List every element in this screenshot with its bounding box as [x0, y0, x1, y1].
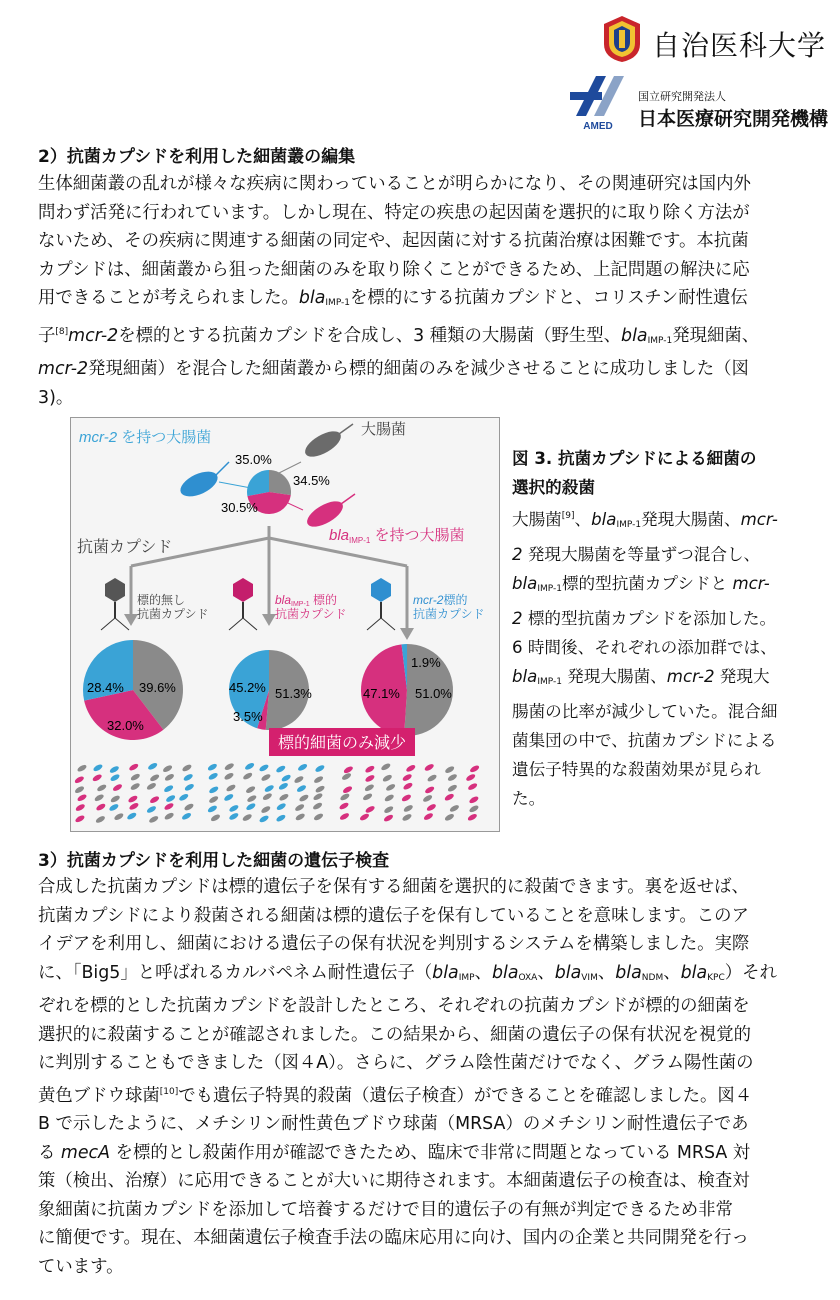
bacterium-icon: [262, 792, 273, 801]
bacterium-icon: [281, 773, 292, 782]
body-line: 3)。: [38, 387, 74, 408]
caption-line: 2 標的型抗菌カプシドを添加した。: [512, 609, 777, 628]
bacterium-icon: [424, 763, 435, 772]
pie1-pct-bla: 32.0%: [107, 718, 144, 733]
bacterium-icon: [74, 785, 85, 794]
figure-3: [70, 417, 500, 832]
bacterium-icon: [365, 805, 376, 814]
bacterium-icon: [163, 802, 174, 811]
bacterium-icon: [245, 785, 256, 794]
reference-8: [8]: [55, 326, 69, 337]
bacterium-icon: [113, 812, 124, 821]
pie2-pct-ecoli: 51.3%: [275, 686, 312, 701]
bacterium-icon: [293, 775, 304, 784]
body-line: 合成した抗菌カプシドは標的遺伝子を保有する細菌を選択的に殺菌できます。裏を返せば、: [38, 877, 749, 897]
bacterium-icon: [313, 775, 324, 784]
caption-line: 6 時間後、それぞれの添加群では、: [512, 638, 777, 657]
body-line: に、「Big5」と呼ばれるカルバペネム耐性遺伝子（bla$_{IMP}$、bla$_{OXA}$、bla$_{VIM}$、bla$_{NDM}$、bla$_{KPC}$）それ: [38, 962, 777, 983]
capsid2-label-line1: blaIMP-1 標的: [275, 593, 338, 608]
bacterium-icon: [380, 762, 391, 771]
bacterium-icon: [338, 801, 349, 810]
bacterium-icon: [258, 763, 269, 772]
bacterium-icon: [208, 785, 219, 794]
bacterium-icon: [146, 805, 157, 814]
bacterium-icon: [401, 793, 412, 802]
body-line: に簡便です。現在、本細菌遺伝子検査手法の臨床応用に向け、国内の企業と共同開発を行っ: [38, 1228, 749, 1248]
bacterium-icon: [128, 802, 139, 811]
bacterium-icon: [444, 813, 455, 822]
bacterium-icon: [96, 783, 107, 792]
bacterium-icon: [92, 773, 103, 782]
bacterium-icon: [108, 803, 119, 812]
bacterium-icon: [401, 813, 412, 822]
bacterium-icon: [260, 773, 271, 782]
bacterium-icon: [181, 763, 192, 772]
bacterium-icon: [228, 804, 239, 813]
capsid-gray-icon: [101, 578, 129, 630]
bacterium-icon: [426, 773, 437, 782]
bacterium-icon: [181, 812, 192, 821]
bacterium-icon: [146, 782, 157, 791]
bacterium-icon: [312, 801, 323, 810]
capsid-blue-icon: [367, 578, 395, 630]
bacterium-icon: [224, 762, 235, 771]
bacterium-icon: [165, 794, 176, 803]
bacterium-icon: [148, 815, 159, 824]
bacterium-icon: [276, 802, 287, 811]
bacterium-icon: [244, 762, 255, 771]
bacterium-icon: [405, 764, 416, 773]
amed-subtitle: 国立研究開発法人: [638, 90, 726, 103]
body-line: カプシドは、細菌叢から狙った細菌のみを取り除くことができるため、上記問題の解決に応: [38, 259, 750, 280]
bacterium-icon: [444, 765, 455, 774]
bacterium-icon: [225, 783, 236, 792]
bacterium-icon: [444, 793, 455, 802]
bacterium-icon: [74, 814, 85, 823]
bacterium-icon: [383, 813, 394, 822]
caption-title: 図 3. 抗菌カプシドによる細菌の: [512, 449, 757, 468]
bacterium-icon: [384, 793, 395, 802]
body-line: B で示したように、メチシリン耐性黄色ブドウ球菌（MRSA）のメチシリン耐性遺伝子であ: [38, 1114, 749, 1134]
capsid-pink-icon: [229, 578, 257, 630]
label-ecoli: 大腸菌: [361, 421, 407, 438]
label-bla-bacteria: bla$_{IMP-1}$ を持つ大腸菌: [329, 527, 465, 545]
bacterium-icon: [449, 804, 460, 813]
bacterium-icon: [426, 803, 437, 812]
bacterium-icon: [178, 793, 189, 802]
bacterium-icon: [341, 772, 352, 781]
bacterium-icon: [278, 782, 289, 791]
body-line: 選択的に殺菌することが確認されました。この結果から、細菌の遺伝子の保有状況を視覚的: [38, 1024, 752, 1045]
amed-logo: [566, 72, 832, 132]
capsid1-label-line2: 抗菌カプシド: [137, 607, 209, 621]
pie2-pct-bla: 3.5%: [233, 709, 263, 724]
bacterium-icon: [94, 793, 105, 802]
bacterium-icon: [295, 812, 306, 821]
amed-mark-icon: [566, 72, 630, 132]
body-line: 子[8]mcr-2を標的とする抗菌カプシドを合成し、3 種類の大腸菌（野生型、bla$_{IMP-1}$発現細菌、: [38, 325, 760, 346]
bacterium-icon: [294, 803, 305, 812]
bacterium-icon: [149, 795, 160, 804]
body-line: る mecA を標的とし殺菌作用が確認できたため、臨床で非常に問題となっている MRSA 対: [38, 1142, 751, 1163]
section3-body: [38, 873, 801, 1281]
bacterium-icon: [468, 795, 479, 804]
body-line: mcr-2発現細菌）を混合した細菌叢から標的細菌のみを減少させることに成功しました（図: [38, 359, 749, 379]
bacterium-icon: [208, 772, 219, 781]
bacterium-icon: [313, 812, 324, 821]
bacterium-icon: [76, 793, 87, 802]
bacterium-icon: [364, 783, 375, 792]
bacterium-icon: [424, 785, 435, 794]
body-line: 生体細菌叢の乱れが様々な疾病に関わっていることが明らかになり、その関連研究は国内外: [38, 174, 751, 194]
bacterium-icon: [296, 784, 307, 793]
bacterium-icon: [130, 772, 141, 781]
bacterium-icon: [278, 793, 289, 802]
bacterium-icon: [223, 772, 234, 781]
label-capsid: 抗菌カプシド: [77, 539, 173, 556]
bacterium-icon: [297, 763, 308, 772]
pie3-pct-bla: 47.1%: [363, 686, 400, 701]
body-line: 黄色ブドウ球菌[10]でも遺伝子特異的殺菌（遺伝子検査）ができることを確認しました。図４: [38, 1085, 753, 1106]
bacterium-icon: [342, 785, 353, 794]
bacterium-icon: [242, 813, 253, 822]
bacterium-icon: [402, 773, 413, 782]
bacterium-icon: [95, 815, 106, 824]
body-line: ないため、その疾病に関連する細菌の同定や、起因菌に対する抗菌治療は困難です。本抗菌: [38, 231, 749, 251]
arrow-head-icon: [400, 628, 414, 640]
bacterium-icon: [128, 762, 139, 771]
body-line: イデアを利用し、細菌における遺伝子の保有状況を判別するシステムを構築しました。実際: [38, 934, 750, 954]
bacterium-icon: [223, 793, 234, 802]
bacterium-icon: [228, 812, 239, 821]
bacterium-icon: [149, 773, 160, 782]
bacterium-icon: [447, 783, 458, 792]
bacterium-icon: [465, 773, 476, 782]
section2-heading: 2）抗菌カプシドを利用した細菌叢の編集: [38, 147, 356, 167]
caption-line: た。: [512, 789, 546, 808]
pie1-pct-ecoli: 39.6%: [139, 680, 176, 695]
bacterium-icon: [339, 812, 350, 821]
section2-body: [38, 170, 801, 412]
bacterium-icon: [163, 784, 174, 793]
pie0-pct-bla: 30.5%: [221, 500, 258, 515]
bacterium-icon: [364, 774, 375, 783]
bacterium-icon: [364, 765, 375, 774]
bacterium-icon: [110, 794, 121, 803]
bacterium-icon: [242, 771, 253, 780]
body-line: に判別することもできました（図４A）。さらに、グラム陰性菌だけでなく、グラム陽性菌の: [38, 1053, 754, 1073]
pie3-pct-mcr2: 1.9%: [411, 655, 441, 670]
body-line: 用できることが考えられました。bla$_{IMP-1}$を標的にする抗菌カプシドと、コリスチン耐性遺伝: [38, 288, 748, 308]
bacterium-icon: [339, 792, 350, 801]
capsid1-label-line1: 標的無し: [137, 593, 186, 607]
bacteria-field: [74, 762, 480, 825]
bacterium-icon: [467, 782, 478, 791]
bacterium-icon: [468, 804, 479, 813]
reference-9: [9]: [561, 511, 575, 521]
body-line: 策（検出、治療）に応用できることが大いに期待されます。本細菌遺伝子の検査は、検査対: [38, 1171, 750, 1191]
arrow-head-icon: [124, 614, 138, 626]
bacterium-icon: [74, 775, 85, 784]
bacterium-icon: [95, 802, 106, 811]
bacterium-icon: [126, 811, 137, 820]
bacterium-icon: [258, 814, 269, 823]
amed-mark-text: AMED: [583, 121, 613, 132]
bacterium-icon: [75, 803, 86, 812]
label-mcr2-bacteria: mcr-2 を持つ大腸菌: [79, 429, 212, 446]
bacterium-icon: [298, 793, 309, 802]
bacterium-icon: [343, 765, 354, 774]
bacterium-icon: [184, 783, 195, 792]
bacterium-icon: [423, 812, 434, 821]
bacterium-icon: [362, 792, 373, 801]
university-seal-icon: [600, 14, 644, 64]
bacterium-icon: [164, 812, 175, 821]
bacterium-icon: [275, 764, 286, 773]
banner-text: 標的細菌のみ減少: [277, 735, 407, 752]
capsid2-label-line2: 抗菌カプシド: [275, 607, 347, 621]
bacterium-icon: [207, 804, 218, 813]
section3-heading: 3）抗菌カプシドを利用した細菌の遺伝子検査: [38, 851, 390, 871]
capsid3-label-line1: mcr-2標的: [413, 593, 468, 607]
bacterium-icon: [275, 813, 286, 822]
reference-10: [10]: [159, 1086, 179, 1097]
university-name: 自治医科大学: [652, 29, 827, 62]
arrow-head-icon: [262, 614, 276, 626]
caption-line: bla$_{IMP-1}$ 発現大腸菌、mcr-2 発現大: [512, 667, 770, 687]
bacterium-icon: [112, 783, 123, 792]
caption-line: 2 発現大腸菌を等量ずつ混合し、: [512, 545, 761, 564]
bacterium-icon: [312, 792, 323, 801]
figure-3-caption: [512, 444, 802, 813]
bacterium-icon: [210, 813, 221, 822]
bacterium-icon: [147, 762, 158, 771]
bacterium-icon: [383, 805, 394, 814]
bacterium-icon: [469, 764, 480, 773]
bacterium-icon: [260, 805, 271, 814]
bacterium-blue-icon: [177, 462, 229, 502]
bacterium-icon: [109, 765, 120, 774]
jichi-logo: [600, 14, 830, 64]
caption-title: 選択的殺菌: [512, 478, 595, 497]
bacterium-icon: [164, 773, 175, 782]
bacterium-icon: [422, 794, 433, 803]
caption-line: 菌集団の中で、抗菌カプシドによる: [512, 731, 777, 750]
bacterium-icon: [207, 763, 218, 772]
bacterium-icon: [127, 794, 138, 803]
bacterium-icon: [246, 794, 257, 803]
bacterium-icon: [385, 783, 396, 792]
bacterium-icon: [359, 812, 370, 821]
bacterium-icon: [183, 802, 194, 811]
caption-line: 大腸菌[9]、bla$_{IMP-1}$発現大腸菌、mcr-: [512, 510, 778, 530]
bacterium-icon: [162, 764, 173, 773]
bacterium-icon: [402, 782, 413, 791]
bacterium-icon: [447, 773, 458, 782]
bacterium-icon: [183, 773, 194, 782]
bacterium-icon: [403, 804, 414, 813]
bacterium-icon: [467, 813, 478, 822]
bacterium-icon: [314, 784, 325, 793]
body-line: 象細菌に抗菌カプシドを添加して培養するだけで目的遺伝子の有無が判定できるため非常: [38, 1199, 733, 1220]
pie1-pct-mcr2: 28.4%: [87, 680, 124, 695]
bacterium-icon: [245, 802, 256, 811]
bacterium-icon: [208, 795, 219, 804]
body-line: ぞれを標的とした抗菌カプシドを設計したところ、それぞれの抗菌カプシドが標的の細菌を: [38, 996, 750, 1016]
body-line: 抗菌カプシドにより殺菌される細菌は標的遺伝子を保有していることを意味します。このア: [38, 905, 749, 926]
caption-line: bla$_{IMP-1}$標的型抗菌カプシドと mcr-: [512, 574, 770, 594]
caption-line: 遺伝子特異的な殺菌効果が見られ: [512, 760, 761, 779]
pie2-pct-mcr2: 45.2%: [229, 680, 266, 695]
figure-3-illustration: [71, 418, 499, 831]
bacterium-icon: [109, 773, 120, 782]
bacterium-icon: [314, 764, 325, 773]
bacterium-icon: [76, 764, 87, 773]
bacterium-icon: [264, 784, 275, 793]
body-line: ています。: [38, 1256, 124, 1277]
bacterium-icon: [382, 774, 393, 783]
bacterium-gray-icon: [301, 424, 353, 462]
bacterium-icon: [92, 763, 103, 772]
pie0-pct-mcr2: 35.0%: [235, 452, 272, 467]
pie3-pct-ecoli: 51.0%: [415, 686, 452, 701]
body-line: 問わず活発に行われています。しかし現在、特定の疾患の起因菌を選択的に取り除く方法が: [38, 202, 750, 223]
pie0-pct-ecoli: 34.5%: [293, 473, 330, 488]
capsid3-label-line2: 抗菌カプシド: [413, 607, 485, 621]
amed-name: 日本医療研究開発機構: [638, 108, 829, 130]
bacterium-icon: [130, 782, 141, 791]
caption-line: 腸菌の比率が減少していた。混合細: [512, 702, 778, 721]
